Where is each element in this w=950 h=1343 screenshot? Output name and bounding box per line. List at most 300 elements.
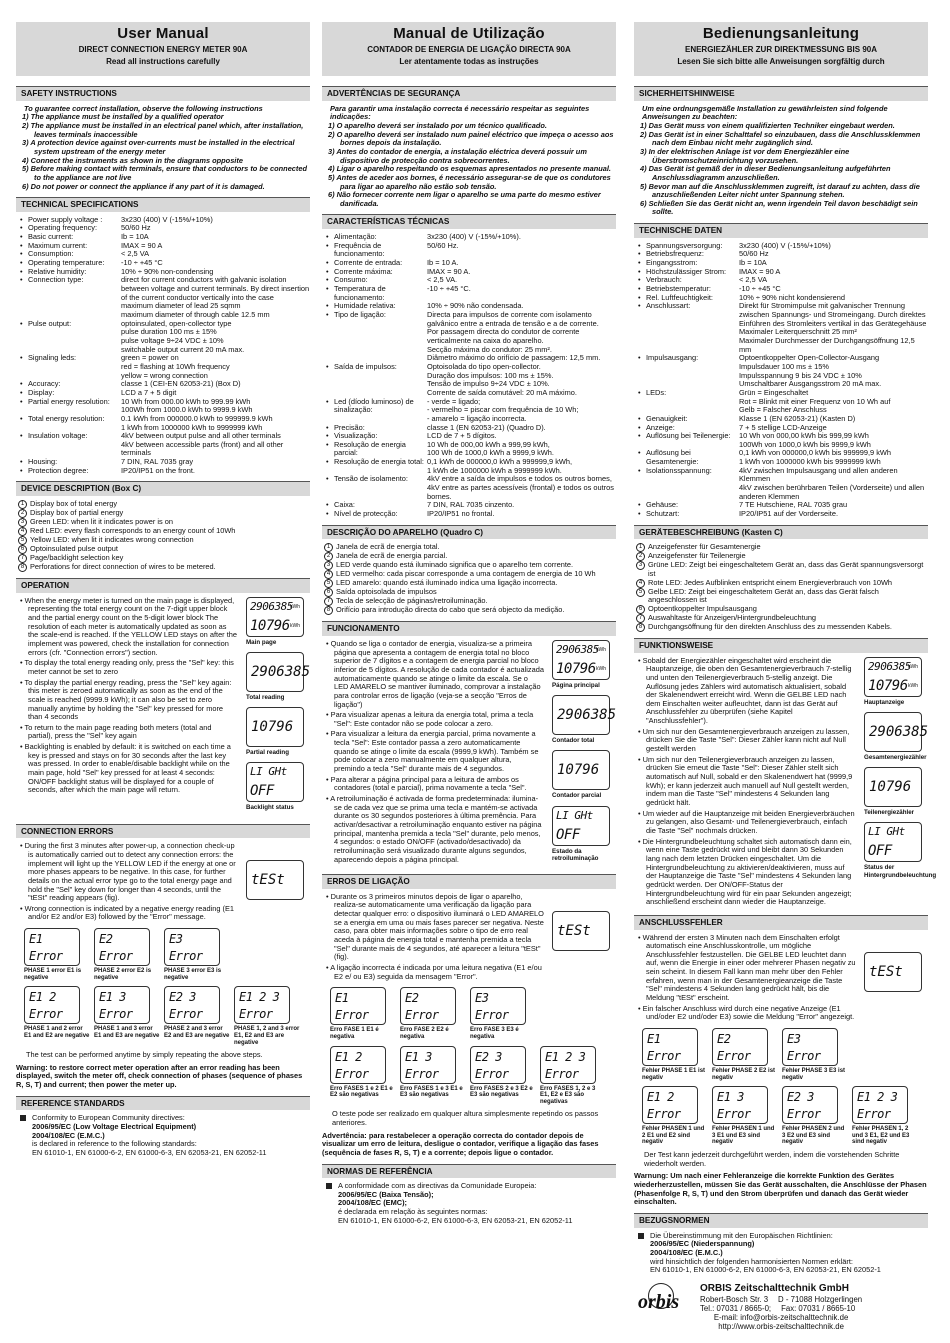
lcd-line-bottom: Error [717,1107,751,1122]
error-cell [642,1086,708,1149]
safety-item: 5) Bevor man auf die Anschlussklemmen zugreift, ist darauf zu achten, dass die anzuschließenden Leiter nicht unter Spannung stehen. [640,181,920,200]
column-header [16,22,310,76]
connection-block [634,934,928,1025]
error-cell [234,928,300,984]
lcd-text: tESt [869,963,903,980]
lcd-text: 2906385 [869,723,929,740]
number-circle-icon: 3 [18,518,27,527]
lcd-line-top: E1 3 [99,990,126,1005]
bullet-icon: • [20,249,23,259]
device-item-text: Janela de ecrã de energia parcial. [336,551,448,561]
bullet-icon: • [326,431,329,441]
connection-text [634,934,856,1025]
lcd-line-top: 2906385 [250,599,293,613]
spec-value: 4kV entre a saída de impulsos e todos os outros bornes, 4kV entre as partes acessíveis (frontal) e todos os outros bornes. [427,474,614,501]
device-item-text: Durchgangsöffnung für den direkten Anschluss des zu messenden Kabels. [648,621,892,631]
standards-declaration: é declarada em relação às seguintes normas: [338,1207,488,1217]
spec-value: 10% ÷ 90% nicht kondensierend [739,292,845,302]
test-note: O teste pode ser realizado em qualquer altura simplesmente repetindo os passos anteriores. [332,1109,599,1127]
bullet-icon: • [20,318,23,328]
bullet-icon: • [20,457,23,467]
spec-value: 0,1 kWh von 000000,0 kWh bis 999999,9 kWh 1 kWh von 1000000 kWh bis 9999999 kWh [739,448,892,467]
safety-item: 1) Das Gerät muss von einem qualifizierten Techniker eingebaut werden. [640,120,895,130]
spec-value: Optoisolada do tipo open-collector. Duração dos impulsos: 100 ms ± 15%. Tensão de impulso 9÷24 VDC ± 10%. Corrente de saída comutável: 20 mA máximo. [427,361,577,397]
lcd-display [246,707,304,747]
spec-key: Housing: [28,457,58,467]
safety-list [16,113,310,191]
spec-key: Alimentação: [334,232,377,242]
section-heading-operation: FUNCIONAMENTO [322,621,616,636]
lcd-display [552,911,610,951]
number-circle-icon: 1 [324,543,333,552]
standards-intro: Die Übereinstimmung mit den Europäischen Richtlinien: [650,1230,833,1240]
standards-list: EN 61010-1, EN 61000-6-2, EN 61000-6-3, EN 62053-21, EN 62052-11 [32,1147,267,1157]
directive-2: 2004/108/EC (EMC); [338,1198,408,1208]
company-block [634,1283,928,1331]
standards-block [16,1114,310,1157]
number-circle-icon: 2 [636,552,645,561]
spec-row [322,242,616,259]
section-heading-operation: FUNKTIONSWEISE [634,638,928,653]
safety-item: 6) Schließen Sie das Gerät nicht an, wenn irgendein Teil davon beschädigt sein sollte. [640,198,918,217]
lcd-display [864,712,929,752]
spec-row [634,389,928,415]
spec-value: 10 Wh de 000,00 kWh a 999,99 kWh, 100 Wh de 1000,0 kWh a 9999,9 kWh. [427,439,554,458]
safety-item: 3) Antes do contador de energia, a instalação eléctrica deverá possuir um dispositivo de protecção contra sobrecorrentes. [328,146,587,165]
operation-displays [856,657,936,909]
safety-list [634,122,928,217]
connection-paragraph: • Während der ersten 3 Minuten nach dem Einschalten erfolgt automatisch eine Anschlusskontrolle, um mögliche Anschlussfehler festzustellen. Die GELBE LED leuchtet dann auf, wenn die Energie in einer oder mehrerer Phasen negativ zu sein scheint. In diesem Fall kann man mehr über den Fehler erfahren, wenn man in der Gesamtenergieanzeige die Taste "Sel" mindestens 4 Sekunden lang gedrückt hält, bis die Meldung "tESt" erscheint. [638,932,856,1003]
operation-block [16,597,310,818]
lcd-line-bottom: Error [647,1107,681,1122]
connection-paragraph: • Wrong connection is indicated by a negative energy reading (E1 and/or E2 and/or E3) followed by the "Error" message. [20,903,235,922]
lcd-line-top: 2906385 [868,659,911,673]
lcd-line-top: LI GHt [250,765,287,779]
spec-key: Caixa: [334,500,355,510]
spec-key: Signaling leds: [28,353,77,363]
device-item-text: Display box of total energy [30,499,118,509]
spec-key: Led (díodo luminoso) de sinalização: [334,396,414,415]
error-cell [712,1086,778,1149]
error-cell [234,986,300,1049]
safety-intro: Um eine ordnungsgemäße Installation zu gewährleisten sind folgende Anweisungen zu beachten: [642,103,888,122]
spec-value: IMAX = 90 A [121,240,163,250]
number-circle-icon: 6 [324,588,333,597]
device-item [634,623,928,632]
bullet-icon: • [326,396,329,406]
spec-row [322,285,616,302]
spec-value: Klasse 1 (EN 62053-21) (Kasten D) [739,413,856,423]
lcd-line-top: E1 [29,932,43,947]
operation-paragraph: • Para visualizar a leitura da energia parcial, prima novamente a tecla "Sel": Este contador passa a zero automaticamente quando se atinge o limite da escala (9999,9 kWh). Também se pode colocar a zero manualmente em qualquer altura, premindo a tecla "Sel" durante mais de 4 segundos. [326,729,539,774]
device-item-text: LED verde quando está iluminado significa que o aparelho tem corrente. [336,560,574,570]
standards-text [32,1114,266,1157]
spec-key: Total energy resolution: [28,413,105,423]
spec-value: 50/60 Hz [739,249,769,259]
orbis-logo [634,1283,694,1317]
lcd-display [330,987,386,1025]
lcd-display [712,1028,768,1066]
operation-paragraph: • To display the total energy reading only, press the "Sel" key: this meter cannot be set to zero [20,658,234,676]
test-display-wrap [238,842,310,924]
safety-item: 2) Das Gerät ist in einer Schalttafel so einzubauen, dass die Anschlussklemmen nach dem Einbau nicht mehr zugänglich sind. [640,129,921,148]
bullet-icon: • [638,500,641,510]
device-item [634,588,928,605]
standards-declaration: is declared in reference to the following standards: [32,1139,197,1149]
spec-row [634,510,928,519]
operation-paragraph: • Para visualizar apenas a leitura da energia total, prima a tecla "Sel": Este contador não se pode colocar a zero. [326,710,534,728]
number-circle-icon: 1 [636,543,645,552]
company-city: D - 71088 Holzgerlingen [778,1294,863,1304]
error-caption: Fehler PHASEN 2 und 3 E2 und E3 sind negativ [782,1126,845,1146]
spec-row [322,441,616,458]
warning-text: Warning: to restore correct meter operation after an error reading has been displayed, switch the meter off, check connection of phases (sequence of phases R, S, T) and current; then power the meter up. [16,1062,303,1090]
lcd-line-top: E3 [169,932,183,947]
bullet-icon: • [326,258,329,268]
section-heading-connection: ERROS DE LIGAÇÃO [322,874,616,889]
bullet-icon: • [326,361,329,371]
section-heading-standards: NORMAS DE REFERÊNCIA [322,1164,616,1179]
lcd-line-bottom: Error [335,1008,369,1023]
lcd-text: tESt [251,872,285,889]
lcd-line-top: E1 2 [29,990,56,1005]
spec-value: 3x230 (400) V (-15%/+10%). [427,232,521,242]
lcd-line-top: E3 [475,991,489,1006]
error-caption: PHASE 1 and 3 error E1 and E3 are negative [94,1026,160,1039]
spec-key: Maximum current: [28,240,88,250]
error-cell [540,987,606,1043]
error-cell [94,928,160,984]
bullet-icon: • [638,284,641,293]
error-cell [164,986,230,1049]
lcd-line-top: E2 [99,932,113,947]
lcd-line-bottom: Error [647,1049,681,1064]
spec-value: < 2,5 VA [121,249,150,259]
spec-key: Resolução de energia parcial: [334,439,406,458]
bullet-icon: • [326,284,329,293]
bullet-icon: • [638,387,641,397]
error-caption: Erro FASE 3 E3 é negativa [470,1027,519,1040]
bullet-icon: • [638,353,641,363]
lcd-display [94,986,150,1024]
directive-1: 2006/95/EC (Baixa Tensão); [338,1189,434,1199]
section-heading-connection: ANSCHLUSSFEHLER [634,915,928,930]
device-item-text: Anzeigefenster für Gesamtenergie [648,542,761,552]
device-item-text: Grüne LED: Zeigt bei eingeschaltetem Gerät an, dass das Gerät spannungsversorgt ist [648,560,924,578]
spec-value: direct for current conductors with galvanic isolation between voltage and current terminals. By direct insertion of the current conductor vertically into the case maximum diameter of lead 25 sqmm maximum diameter of through cable 12.5 mm [121,275,310,319]
spec-key: Impulsausgang: [646,353,699,363]
spec-value: Direkt für Stromimpulse mit galvanischer Trennung zwischen Spannungs- und Stromeingang. Durch direktes Einführen des Stromleiters vertikal in das Gerätegehäuse Maximaler Leiterquerschnitt 25 mm² Maximaler Durchmesser der Durchgangsöffnung 12,5 mm [739,301,927,354]
safety-item: 2) The appliance must be installed in an electrical panel which, after installation, leaves terminals inaccessible [22,120,304,139]
operation-paragraph: • Um sich nur den Teilenergieverbrauch anzeigen zu lassen, drücken Sie erneut die Taste "Sel": Dieser Zähler stellt sich automatisch auf Null, sobald er den Skalenendwert hat (9999,9 kWh); er kann jederzeit auch manuell auf Null gestellt werden, indem man die Taste "Sel" mindestens 4 Sekunden lang gedrückt hält. [638,754,853,808]
spec-key: Tensão de isolamento: [334,474,408,484]
error-caption: PHASE 2 and 3 error E2 and E3 are negative [164,1026,230,1039]
lcd-caption: Teilenergiezähler [864,809,915,817]
operation-block [634,655,937,909]
bullet-icon: • [20,258,23,268]
error-cell [852,1028,918,1084]
spec-value: LCD de 7 + 5 dígitos. [427,431,497,441]
number-circle-icon: 6 [18,545,27,554]
error-caption: Erro FASE 2 E2 é negativa [400,1027,449,1040]
safety-item: 3) A protection device against over-currents must be installed in the electrical system upstream of the energy meter [22,138,295,156]
standards-intro: A conformidade com as directivas da Comunidade Europeia: [338,1181,537,1191]
error-caption: PHASE 1, 2 and 3 error E1, E2 and E3 are negative [234,1026,300,1046]
bullet-icon: • [638,275,641,285]
lcd-line-top: E1 2 [647,1090,674,1105]
spec-value: classe 1 (CEI-EN 62053-21) (Box D) [121,379,241,389]
error-cell [470,1046,536,1109]
german-column [634,22,937,1338]
spec-row [16,432,310,458]
spec-key: Verbrauch: [646,275,682,285]
spec-value: 10% ÷ 90% non-condensing [121,266,214,276]
operation-paragraph: • Um wieder auf die Hauptanzeige mit beiden Energieverbräuchen zu gelangen, also Gesamt- und Teilenergieverbrauch, einfach die Taste "Sel" nochmals drücken. [638,808,855,835]
lcd-display [330,1046,386,1084]
spec-key: Basic current: [28,232,74,242]
lcd-line-bottom: Error [99,1007,133,1022]
company-tel: Tel.: 07031 / 8665-0; [700,1303,772,1313]
spec-row [16,398,310,415]
spec-row [322,475,616,501]
safety-item: 6) Não fornecer corrente nem ligar o aparelho se uma parte do mesmo estiver danificada. [328,190,601,208]
error-cell [24,928,90,984]
lcd-line-bottom: 10796 [556,660,596,677]
lcd-caption: Backlight status [246,804,294,812]
section-heading-device: DEVICE DESCRIPTION (Box C) [16,481,310,496]
spec-value: 7 DIN, RAL 7035 cinzento. [427,500,515,510]
device-item-text: Gelbe LED: Zeigt bei eingeschaltetem Gerät an, dass das Gerät falsch angeschlossen ist [648,586,879,605]
spec-key: Humidade relativa: [334,301,396,311]
bullet-icon: • [638,465,641,475]
spec-row [322,510,616,519]
lcd-display [24,928,80,966]
lcd-line-top: E1 2 3 [857,1090,898,1105]
lcd-display [864,822,922,862]
bullet-icon: • [326,474,329,484]
operation-paragraph: • Um sich nur den Gesamtenergieverbrauch anzeigen zu lassen, drücken Sie die Taste "Sel": Dieser Zähler kann nicht auf Null gestellt werden [638,726,850,754]
lcd-line-top: LI GHt [868,825,905,839]
lcd-unit: kWh [290,622,300,629]
lcd-caption: Gesamtenergiezähler [864,753,927,761]
bullet-icon: • [638,258,641,268]
directive-2: 2004/108/EC (E.M.C.) [32,1130,105,1140]
column-title: Bedienungsanleitung [702,25,860,42]
error-display-grid [642,1028,928,1149]
spec-row [322,398,616,424]
lcd-display [552,640,610,680]
lcd-line-bottom: OFF [556,826,580,843]
lcd-display [164,928,220,966]
operation-text [322,640,544,868]
error-caption: Fehler PHASE 1 E1 ist negativ [642,1068,706,1081]
operation-paragraph: • To return to the main page reading both meters (total and partial), press the "Sel" key again [20,722,212,741]
spec-value: 4kV between output pulse and all other terminals 4kV between accessible parts (front) and all other terminals [121,431,284,458]
spec-value: Ib = 10 A. [427,258,459,268]
bullet-icon: • [20,353,23,363]
spec-key: Schutzart: [646,509,680,519]
column-note: Read all instructions carefully [106,56,220,66]
error-cell [400,987,466,1043]
lcd-line-top: E2 3 [169,990,196,1005]
square-bullet-icon [638,1233,644,1239]
error-cell [540,1046,606,1109]
number-circle-icon: 7 [324,597,333,606]
spec-row [16,276,310,319]
spec-value: Optoentkoppelter Open-Collector-Ausgang Impulsdauer 100 ms ± 15% Impulsspannung 9 bis 24 VDC ± 10% Umschaltbarer Ausgangsstrom 20 mA max. [739,353,882,389]
lcd-display [470,1046,526,1084]
bullet-icon: • [20,223,23,233]
lcd-line-bottom: Error [99,949,133,964]
spec-key: Partial energy resolution: [28,396,110,406]
spec-row [16,354,310,380]
safety-item: 4) Ligar o aparelho respeitando os esquemas apresentados no presente manual. [328,164,611,174]
lcd-display [852,1086,908,1124]
connection-paragraph: • Ein falscher Anschluss wird durch eine negative Anzeige (E1 und/oder E2 und/oder E3) sowie die Meldung "Error" angezeigt. [638,1003,855,1022]
lcd-line-bottom: Error [29,949,63,964]
spec-key: Relative humidity: [28,266,87,276]
spec-row [634,432,928,449]
device-item-text: Yellow LED: when lit it indicates wrong connection [30,535,194,545]
lcd-caption: Total reading [246,693,285,701]
bullet-icon: • [326,439,329,449]
spec-row [634,467,928,502]
section-heading-specs: CARACTERÍSTICAS TÉCNICAS [322,214,616,229]
error-caption: Fehler PHASEN 1 und 2 E1 und E2 sind negativ [642,1126,705,1146]
number-circle-icon: 2 [18,509,27,518]
spec-key: Frequência de funcionamento: [334,240,385,259]
lcd-line-bottom: Error [475,1008,509,1023]
bullet-icon: • [326,309,329,319]
spec-value: -10 ÷ +45 °C [121,258,163,268]
section-heading-safety: SICHERHEITSHINWEISE [634,86,928,101]
lcd-display [470,987,526,1025]
number-circle-icon: 5 [18,536,27,545]
company-street: Robert-Bosch Str. 3 [700,1294,769,1304]
safety-item: 5) Before making contact with terminals, ensure that conductors to be connected to the appliance are not live [22,164,308,182]
square-bullet-icon [326,1183,332,1189]
device-item-text: Optoinsulated pulse output [30,544,118,554]
lcd-caption: Status der Hintergrundbeleuchtung [864,864,937,879]
bullet-icon: • [638,249,641,259]
lcd-line-top: E1 [335,991,349,1006]
bullet-icon: • [20,379,23,389]
connection-block [16,842,310,924]
bullet-icon: • [326,232,329,242]
bullet-icon: • [326,301,329,311]
spec-value: 10 Wh from 000.00 kWh to 999.99 kWh 100Wh from 1000.0 kWh to 9999.9 kWh [121,396,253,415]
spec-key: Temperatura de funcionamento: [334,284,386,302]
warning-text: Warnung: Um nach einer Fehleranzeige die korrekte Funktion des Gerätes wiederherzustellen, müssen Sie das Gerät ausschalten, die Anschlüsse der Phasen (Phasenfolge R, S, T) und den Strom überprüfen und danach das Gerät wieder einschalten. [634,1171,927,1207]
spec-key: Tipo de ligação: [334,309,386,319]
test-display-wrap [544,893,616,984]
lcd-display [712,1086,768,1124]
spec-key: Protection degree: [28,465,89,475]
lcd-display [642,1028,698,1066]
connection-paragraph: • Durante os 3 primeiros minutos depois de ligar o aparelho, realiza-se automaticamente uma verificação da ligação para detectar qualquer erro: o dispositivo iluminará o LED AMARELO se a energia em uma ou mais fases parecer ser negativa. Neste caso, para obter mais informações sobre o tipo de erro real aceda à página de energia total e mantenha premida a tecla "Sel" durante mais de 4 segundos, até aparecer a leitura "tESt" (fig). [326,891,544,962]
error-cell [330,1046,396,1109]
bullet-icon: • [20,413,23,423]
spec-key: Power supply voltage : [28,214,103,224]
lcd-line-top: E1 2 3 [239,990,280,1005]
spec-key: Anschlussart: [646,301,691,311]
operation-text [16,597,238,818]
spec-key: Connection type: [28,275,84,285]
spec-key: Auflösung bei Teilenergie: [646,431,731,441]
connection-paragraph: • During the first 3 minutes after power-up, a connection check-up is automatically carried out to detect any connection errors: the implement will light up the YELLOW LED if the energy at one or more phases appears to be negative. In this case, for further details on the actual error type go to the total energy page and hold the "Sel" key down for longer than 4 seconds, until the "tESt" reading appears (fig). [20,841,236,903]
safety-item: 4) Das Gerät ist gemäß der in dieser Bedienungsanleitung aufgeführten Anschlussdiagramm anzuschließen. [640,164,891,182]
lcd-display [552,806,610,846]
bullet-icon: • [638,292,641,302]
spec-key: Höchstzulässiger Strom: [646,266,727,276]
error-caption: Erro FASES 1, 2 e 3 E1, E2 e E3 são negativas [540,1085,596,1105]
device-item-text: Orifício para introdução directa do cabo que será objecto da medição. [336,605,565,615]
spec-row [322,458,616,475]
test-note: The test can be performed anytime by simply repeating the above steps. [26,1050,263,1060]
spec-value: 50/60 Hz. [427,240,459,250]
spec-key: Rel. Luftfeuchtigkeit: [646,292,713,302]
error-cell [712,1028,778,1084]
spec-row [322,311,616,363]
spec-value: 50/60 Hz [121,223,151,233]
operation-paragraph: • Die Hintergrundbeleuchtung schaltet sich automatisch dann ein, wenn eine Taste gedrückt wird und bleibt dann 30 Sekunden lang nach dem letzten Drücken eingeschaltet. Um die Hintergrundbeleuchtung zu aktivieren/deaktivieren, muss auf der Hauptanzeige die Taste "Sel" mindestens 4 Sekunden lang gedrückt werden. Der ON/OFF-Status der Hintergrundbeleuchtung wird für ein paar Sekunden angezeigt; anschließend erscheint dann wieder die Hauptanzeige. [638,836,852,907]
lcd-line-bottom: Error [857,1107,891,1122]
spec-key: Operating temperature: [28,258,105,268]
lcd-line-top: E2 3 [475,1049,502,1064]
operation-paragraph: • To display the partial energy reading, press the "Sel" key again: this meter is zeroed automatically as soon as the end of the scale is reached (9999.9 kWh); it can also be set to zero manually anytime by holding the "Sel" key pressed for more than 4 seconds [20,677,232,722]
error-cell [642,1028,708,1084]
spec-value: 3x230 (400) V (-15%/+10%) [121,214,213,224]
spec-value: 0.1 kWh from 000000.0 kWh to 999999.9 kWh 1 kWh from 1000000 kWh to 9999999 kWh [121,413,273,432]
lcd-caption: Hauptanzeige [864,698,905,706]
bullet-icon: • [326,457,329,467]
lcd-display [864,657,922,697]
lcd-line-top: E2 [405,991,419,1006]
spec-value: 3x230 (400) V (-15%/+10%) [739,240,831,250]
bullet-icon: • [638,240,641,250]
lcd-line-top: E1 3 [717,1090,744,1105]
number-circle-icon: 1 [18,500,27,509]
number-circle-icon: 3 [324,561,333,570]
spec-list [634,242,928,519]
spec-key: Operating frequency: [28,223,98,233]
bullet-icon: • [638,448,641,458]
lcd-line-bottom: OFF [868,843,892,860]
device-item [16,563,310,572]
standards-text [338,1182,572,1225]
lcd-unit: kWh [290,603,300,610]
lcd-display [400,987,456,1025]
operation-paragraph: • Quando se liga o contador de energia, visualiza-se a primeira página que apresenta a contagem de energia total no bloco superior de 7 dígitos e a contagem de energia parcial no bloco inferior de 5 dígitos. A resolução de cada contador é actualizada automaticamente quando se atinge o limite da escala. Se o LED AMARELO se mantiver iluminado, comprovar a instalação para controlar erros de ligação (veja-se a secção "Erros de ligação") [326,638,544,709]
section-heading-device: DESCRIÇÃO DO APARELHO (Quadro C) [322,525,616,540]
lcd-display [864,767,922,807]
error-caption: PHASE 1 and 2 error E1 and E2 are negative [24,1026,90,1039]
device-item-text: Saída optoisolada de impulsos [336,587,437,597]
spec-key: Genauigkeit: [646,413,688,423]
lcd-display [234,986,290,1024]
bullet-icon: • [20,240,23,250]
bullet-icon: • [638,266,641,276]
lcd-line-bottom: Error [475,1066,509,1081]
spec-row [16,320,310,355]
lcd-text: 10796 [251,719,294,736]
spec-key: Corrente máxima: [334,266,393,276]
spec-row [16,415,310,432]
device-item [322,606,616,615]
error-caption: PHASE 1 error E1 is negative [24,968,82,981]
bullet-icon: • [20,266,23,276]
bullet-icon: • [20,465,23,475]
